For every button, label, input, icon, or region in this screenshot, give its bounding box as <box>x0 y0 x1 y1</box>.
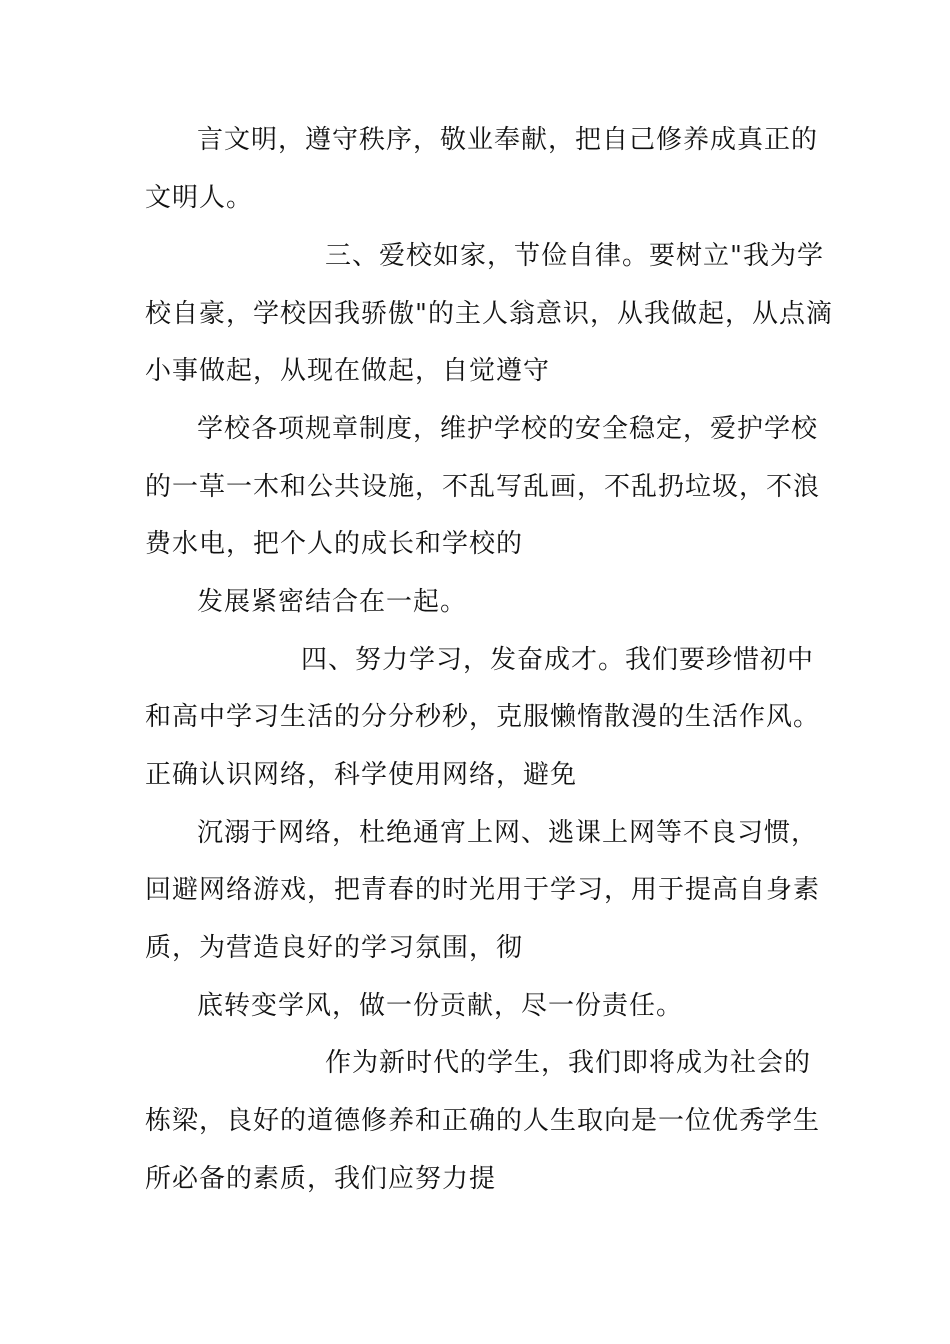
text-line: 底转变学风，做一份贡献，尽一份责任。 <box>197 991 684 1021</box>
text-line: 作为新时代的学生，我们即将成为社会的 <box>325 1048 812 1078</box>
text-line: 三、爱校如家，节俭自律。要树立"我为学 <box>325 241 824 271</box>
text-line: 和高中学习生活的分分秒秒，克服懒惰散漫的生活作风。 <box>145 702 821 732</box>
text-line: 回避网络游戏，把青春的时光用于学习，用于提高自身素 <box>145 875 821 905</box>
text-line: 费水电，把个人的成长和学校的 <box>145 529 524 559</box>
text-line: 沉溺于网络，杜绝通宵上网、逃课上网等不良习惯， <box>197 818 819 848</box>
text-line: 言文明，遵守秩序，敬业奉献，把自己修养成真正的 <box>197 125 819 155</box>
text-line: 所必备的素质，我们应努力提 <box>145 1164 497 1194</box>
text-line: 栋梁，良好的道德修养和正确的人生取向是一位优秀学生 <box>145 1106 821 1136</box>
text-line: 校自豪，学校因我骄傲"的主人翁意识，从我做起，从点滴 <box>145 299 833 329</box>
text-line: 质，为营造良好的学习氛围，彻 <box>145 933 524 963</box>
text-line: 的一草一木和公共设施，不乱写乱画，不乱扔垃圾，不浪 <box>145 472 821 502</box>
text-line: 小事做起，从现在做起，自觉遵守 <box>145 356 551 386</box>
text-line: 发展紧密结合在一起。 <box>197 587 468 617</box>
text-line: 正确认识网络，科学使用网络，避免 <box>145 760 578 790</box>
text-line: 学校各项规章制度，维护学校的安全稳定，爱护学校 <box>197 414 819 444</box>
text-line: 四、努力学习，发奋成才。我们要珍惜初中 <box>301 645 815 675</box>
text-line: 文明人。 <box>145 183 254 213</box>
